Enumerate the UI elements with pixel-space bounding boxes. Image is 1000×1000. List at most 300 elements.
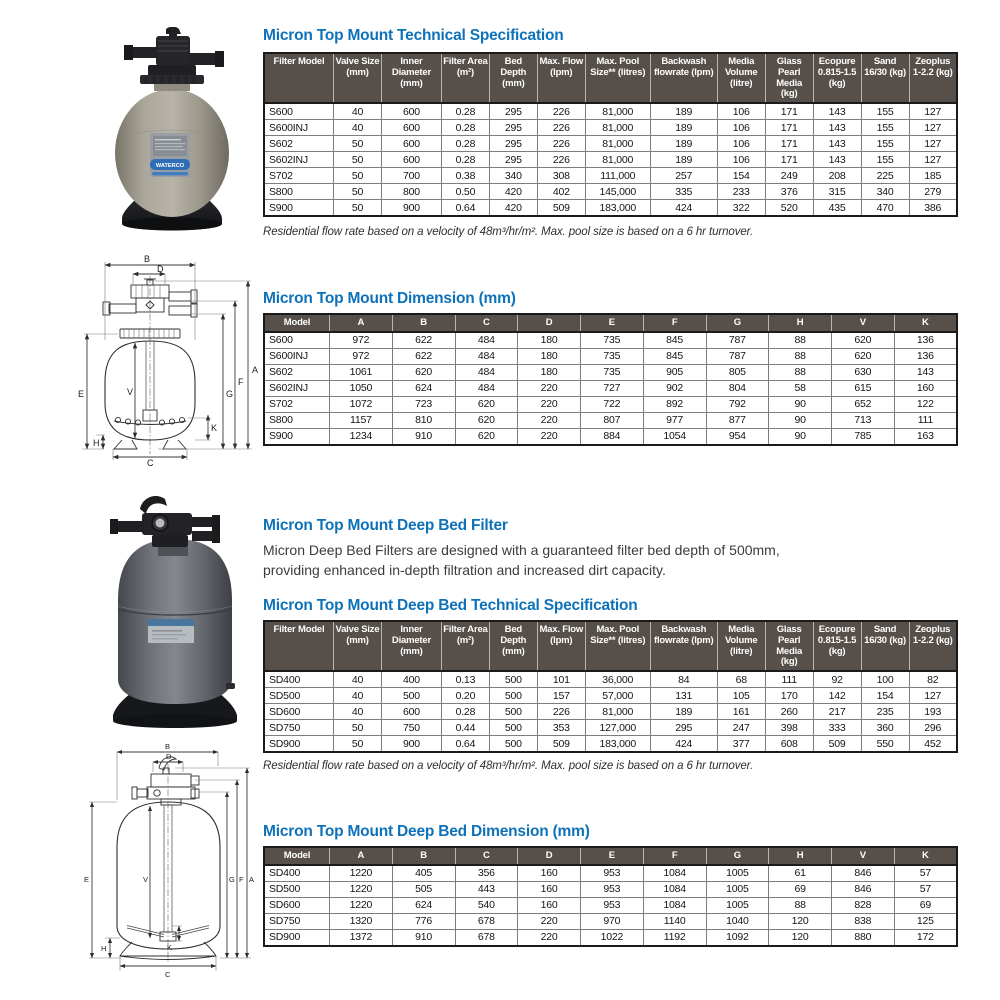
dim-label-e: E <box>78 389 85 399</box>
value-cell: 1220 <box>330 881 393 897</box>
value-cell: 180 <box>518 364 581 380</box>
value-cell: 600 <box>381 103 441 120</box>
value-cell: 127 <box>909 103 957 120</box>
deep-bed-spec-table <box>263 620 958 753</box>
value-cell: 50 <box>334 184 382 200</box>
value-cell: 225 <box>861 168 909 184</box>
value-cell: 193 <box>909 704 957 720</box>
value-cell: 420 <box>489 200 537 217</box>
column-header: Filter Model <box>264 621 334 671</box>
value-cell: 226 <box>537 103 585 120</box>
column-header: D <box>518 314 581 332</box>
value-cell: 1140 <box>643 913 706 929</box>
column-header: A <box>330 847 393 865</box>
model-cell: S600INJ <box>264 120 334 136</box>
value-cell: 424 <box>650 200 717 217</box>
model-cell: SD750 <box>264 913 330 929</box>
value-cell: 171 <box>765 103 813 120</box>
top-mount-dimension-diagram <box>58 252 263 467</box>
value-cell: 296 <box>909 720 957 736</box>
value-cell: 846 <box>832 865 895 882</box>
spec-footnote: Residential flow rate based on a velocity of 48m³/hr/m². Max. pool size is based on a 6 hr turnover. <box>263 226 754 238</box>
column-header: Bed Depth (mm) <box>489 53 537 103</box>
value-cell: 189 <box>650 120 717 136</box>
value-cell: 279 <box>909 184 957 200</box>
value-cell: 505 <box>392 881 455 897</box>
column-header: G <box>706 847 769 865</box>
model-cell: S600INJ <box>264 348 330 364</box>
value-cell: 40 <box>334 103 382 120</box>
value-cell: 157 <box>537 688 585 704</box>
value-cell: 220 <box>518 396 581 412</box>
value-cell: 57,000 <box>585 688 650 704</box>
dim-label-g: G <box>226 389 234 399</box>
model-cell: S602 <box>264 364 330 380</box>
section-title-technical-spec: Micron Top Mount Technical Specification <box>263 27 564 44</box>
value-cell: 340 <box>489 168 537 184</box>
value-cell: 630 <box>832 364 895 380</box>
value-cell: 189 <box>650 152 717 168</box>
value-cell: 333 <box>813 720 861 736</box>
value-cell: 233 <box>717 184 765 200</box>
value-cell: 69 <box>769 881 832 897</box>
value-cell: 805 <box>706 364 769 380</box>
value-cell: 1061 <box>330 364 393 380</box>
value-cell: 435 <box>813 200 861 217</box>
value-cell: 600 <box>381 704 441 720</box>
value-cell: 615 <box>832 380 895 396</box>
value-cell: 620 <box>455 396 518 412</box>
table-row <box>264 865 957 882</box>
value-cell: 171 <box>765 152 813 168</box>
value-cell: 143 <box>813 103 861 120</box>
value-cell: 500 <box>489 720 537 736</box>
value-cell: 220 <box>518 929 581 946</box>
value-cell: 183,000 <box>585 200 650 217</box>
table-row <box>264 929 957 946</box>
value-cell: 845 <box>643 348 706 364</box>
value-cell: 180 <box>518 332 581 349</box>
dim-label-a: A <box>252 365 259 375</box>
header-row <box>264 314 957 332</box>
value-cell: 402 <box>537 184 585 200</box>
value-cell: 970 <box>581 913 644 929</box>
model-cell: S600 <box>264 103 334 120</box>
value-cell: 722 <box>581 396 644 412</box>
value-cell: 735 <box>581 348 644 364</box>
column-header: Filter Area (m²) <box>441 53 489 103</box>
dimension-lines <box>84 742 254 979</box>
value-cell: 509 <box>813 736 861 753</box>
technical-spec-table <box>263 52 958 217</box>
model-cell: S600 <box>264 332 330 349</box>
column-header: K <box>894 847 957 865</box>
value-cell: 1220 <box>330 865 393 882</box>
column-header: K <box>894 314 957 332</box>
value-cell: 400 <box>381 671 441 688</box>
value-cell: 484 <box>455 332 518 349</box>
value-cell: 884 <box>581 428 644 445</box>
dim-label-v: V <box>127 387 134 397</box>
column-header: Max. Pool Size** (litres) <box>585 53 650 103</box>
value-cell: 0.28 <box>441 136 489 152</box>
column-header: Model <box>264 314 330 332</box>
value-cell: 88 <box>769 897 832 913</box>
column-header: V <box>832 847 895 865</box>
value-cell: 50 <box>334 136 382 152</box>
value-cell: 900 <box>381 200 441 217</box>
model-cell: S602 <box>264 136 334 152</box>
value-cell: 127 <box>909 120 957 136</box>
value-cell: 0.44 <box>441 720 489 736</box>
value-cell: 900 <box>381 736 441 753</box>
value-cell: 376 <box>765 184 813 200</box>
dim-label-c: C <box>165 970 171 979</box>
column-header: F <box>643 847 706 865</box>
dim-label-f: F <box>239 875 244 884</box>
value-cell: 145,000 <box>585 184 650 200</box>
value-cell: 81,000 <box>585 704 650 720</box>
value-cell: 155 <box>861 103 909 120</box>
table-row <box>264 380 957 396</box>
deep-bed-dimension-diagram <box>75 742 265 985</box>
value-cell: 170 <box>765 688 813 704</box>
value-cell: 723 <box>392 396 455 412</box>
value-cell: 308 <box>537 168 585 184</box>
value-cell: 443 <box>455 881 518 897</box>
value-cell: 155 <box>861 152 909 168</box>
value-cell: 470 <box>861 200 909 217</box>
value-cell: 57 <box>894 881 957 897</box>
value-cell: 905 <box>643 364 706 380</box>
dim-label-h: H <box>101 944 107 953</box>
dim-label-h: H <box>93 438 100 448</box>
column-header: G <box>706 314 769 332</box>
table-row <box>264 103 957 120</box>
value-cell: 295 <box>650 720 717 736</box>
model-cell: SD400 <box>264 865 330 882</box>
table-row <box>264 184 957 200</box>
value-cell: 295 <box>489 120 537 136</box>
model-cell: SD750 <box>264 720 334 736</box>
model-cell: S602INJ <box>264 152 334 168</box>
value-cell: 1005 <box>706 897 769 913</box>
model-cell: SD600 <box>264 704 334 720</box>
value-cell: 208 <box>813 168 861 184</box>
column-header: Media Volume (litre) <box>717 53 765 103</box>
value-cell: 398 <box>765 720 813 736</box>
dim-label-b: B <box>165 742 171 751</box>
value-cell: 1157 <box>330 412 393 428</box>
value-cell: 220 <box>518 428 581 445</box>
multiport-valve <box>124 27 224 91</box>
model-cell: S702 <box>264 396 330 412</box>
value-cell: 509 <box>537 736 585 753</box>
value-cell: 189 <box>650 103 717 120</box>
value-cell: 1072 <box>330 396 393 412</box>
value-cell: 50 <box>334 168 382 184</box>
table-row <box>264 136 957 152</box>
column-header: H <box>769 314 832 332</box>
brand-text: WATERCO <box>155 163 185 169</box>
value-cell: 183,000 <box>585 736 650 753</box>
table-row <box>264 688 957 704</box>
table-row <box>264 704 957 720</box>
column-header: Filter Model <box>264 53 334 103</box>
value-cell: 105 <box>717 688 765 704</box>
value-cell: 40 <box>334 688 382 704</box>
value-cell: 220 <box>518 412 581 428</box>
value-cell: 810 <box>392 412 455 428</box>
model-cell: S800 <box>264 412 330 428</box>
value-cell: 1084 <box>643 881 706 897</box>
value-cell: 136 <box>894 332 957 349</box>
value-cell: 424 <box>650 736 717 753</box>
value-cell: 620 <box>455 428 518 445</box>
value-cell: 335 <box>650 184 717 200</box>
value-cell: 1005 <box>706 881 769 897</box>
value-cell: 180 <box>518 348 581 364</box>
value-cell: 81,000 <box>585 152 650 168</box>
value-cell: 161 <box>717 704 765 720</box>
value-cell: 735 <box>581 332 644 349</box>
value-cell: 295 <box>489 152 537 168</box>
value-cell: 377 <box>717 736 765 753</box>
value-cell: 484 <box>455 348 518 364</box>
value-cell: 892 <box>643 396 706 412</box>
column-header: Sand 16/30 (kg) <box>861 53 909 103</box>
value-cell: 0.28 <box>441 120 489 136</box>
model-cell: SD900 <box>264 929 330 946</box>
column-header: Max. Pool Size** (litres) <box>585 621 650 671</box>
value-cell: 0.38 <box>441 168 489 184</box>
dim-label-f: F <box>238 377 244 387</box>
value-cell: 90 <box>769 428 832 445</box>
header-row <box>264 847 957 865</box>
value-cell: 315 <box>813 184 861 200</box>
value-cell: 81,000 <box>585 136 650 152</box>
value-cell: 172 <box>894 929 957 946</box>
table-row <box>264 897 957 913</box>
value-cell: 226 <box>537 704 585 720</box>
value-cell: 600 <box>381 136 441 152</box>
value-cell: 0.13 <box>441 671 489 688</box>
deep-bed-description: Micron Deep Bed Filters are designed with a guaranteed filter bed depth of 500mm, providing enhanced in-depth filtration and increased dirt capacity. <box>263 542 780 578</box>
value-cell: 106 <box>717 103 765 120</box>
dimension-table <box>263 313 958 446</box>
table-row <box>264 200 957 217</box>
value-cell: 69 <box>894 897 957 913</box>
dim-label-d: D <box>166 752 172 761</box>
column-header: F <box>643 314 706 332</box>
value-cell: 58 <box>769 380 832 396</box>
value-cell: 154 <box>717 168 765 184</box>
column-header: E <box>581 314 644 332</box>
value-cell: 1084 <box>643 865 706 882</box>
model-cell: SD900 <box>264 736 334 753</box>
column-header: Backwash flowrate (lpm) <box>650 53 717 103</box>
value-cell: 1005 <box>706 865 769 882</box>
value-cell: 171 <box>765 120 813 136</box>
value-cell: 787 <box>706 348 769 364</box>
dim-label-v: V <box>143 875 149 884</box>
value-cell: 845 <box>643 332 706 349</box>
column-header: Max. Flow (lpm) <box>537 621 585 671</box>
column-header: Filter Area (m²) <box>441 621 489 671</box>
column-header: Sand 16/30 (kg) <box>861 621 909 671</box>
dimension-lines <box>78 254 258 467</box>
column-header: V <box>832 314 895 332</box>
value-cell: 838 <box>832 913 895 929</box>
value-cell: 540 <box>455 897 518 913</box>
value-cell: 185 <box>909 168 957 184</box>
value-cell: 111 <box>765 671 813 688</box>
value-cell: 500 <box>381 688 441 704</box>
value-cell: 247 <box>717 720 765 736</box>
column-header: Media Volume (litre) <box>717 621 765 671</box>
value-cell: 910 <box>392 929 455 946</box>
value-cell: 1040 <box>706 913 769 929</box>
section-title-deep-bed: Micron Top Mount Deep Bed Filter <box>263 517 508 534</box>
dim-label-g: G <box>229 875 235 884</box>
value-cell: 520 <box>765 200 813 217</box>
column-header: C <box>455 847 518 865</box>
value-cell: 125 <box>894 913 957 929</box>
value-cell: 50 <box>334 200 382 217</box>
value-cell: 171 <box>765 136 813 152</box>
value-cell: 608 <box>765 736 813 753</box>
value-cell: 360 <box>861 720 909 736</box>
value-cell: 727 <box>581 380 644 396</box>
column-header: Zeoplus 1-2.2 (kg) <box>909 53 957 103</box>
value-cell: 600 <box>381 152 441 168</box>
value-cell: 226 <box>537 136 585 152</box>
value-cell: 226 <box>537 120 585 136</box>
value-cell: 127 <box>909 688 957 704</box>
column-header: Glass Pearl Media (kg) <box>765 53 813 103</box>
value-cell: 1372 <box>330 929 393 946</box>
table-row <box>264 168 957 184</box>
model-cell: SD500 <box>264 688 334 704</box>
value-cell: 84 <box>650 671 717 688</box>
column-header: B <box>392 847 455 865</box>
table-row <box>264 364 957 380</box>
column-header: E <box>581 847 644 865</box>
model-cell: SD400 <box>264 671 334 688</box>
model-cell: S702 <box>264 168 334 184</box>
value-cell: 953 <box>581 881 644 897</box>
table-row <box>264 720 957 736</box>
value-cell: 356 <box>455 865 518 882</box>
waterco-label <box>150 133 190 177</box>
table-row <box>264 428 957 445</box>
value-cell: 624 <box>392 897 455 913</box>
table-row <box>264 671 957 688</box>
value-cell: 953 <box>581 865 644 882</box>
value-cell: 1320 <box>330 913 393 929</box>
column-header: Inner Diameter (mm) <box>381 53 441 103</box>
table-row <box>264 736 957 753</box>
value-cell: 136 <box>894 348 957 364</box>
value-cell: 106 <box>717 136 765 152</box>
column-header: Glass Pearl Media (kg) <box>765 621 813 671</box>
value-cell: 500 <box>489 736 537 753</box>
column-header: Valve Size (mm) <box>334 53 382 103</box>
table-row <box>264 412 957 428</box>
value-cell: 189 <box>650 704 717 720</box>
value-cell: 620 <box>392 364 455 380</box>
value-cell: 804 <box>706 380 769 396</box>
value-cell: 143 <box>813 152 861 168</box>
value-cell: 160 <box>894 380 957 396</box>
column-header: Max. Flow (lpm) <box>537 53 585 103</box>
value-cell: 81,000 <box>585 103 650 120</box>
value-cell: 652 <box>832 396 895 412</box>
table-row <box>264 348 957 364</box>
value-cell: 500 <box>489 671 537 688</box>
value-cell: 143 <box>813 120 861 136</box>
value-cell: 624 <box>392 380 455 396</box>
table-row <box>264 152 957 168</box>
value-cell: 954 <box>706 428 769 445</box>
value-cell: 88 <box>769 332 832 349</box>
diagram-outline <box>103 276 197 454</box>
value-cell: 189 <box>650 136 717 152</box>
value-cell: 260 <box>765 704 813 720</box>
value-cell: 0.28 <box>441 704 489 720</box>
column-header: Inner Diameter (mm) <box>381 621 441 671</box>
column-header: Bed Depth (mm) <box>489 621 537 671</box>
value-cell: 484 <box>455 364 518 380</box>
value-cell: 160 <box>518 865 581 882</box>
column-header: D <box>518 847 581 865</box>
value-cell: 750 <box>381 720 441 736</box>
value-cell: 106 <box>717 120 765 136</box>
value-cell: 620 <box>455 412 518 428</box>
value-cell: 678 <box>455 913 518 929</box>
model-cell: SD500 <box>264 881 330 897</box>
header-row <box>264 621 957 671</box>
value-cell: 620 <box>832 332 895 349</box>
column-header: Model <box>264 847 330 865</box>
value-cell: 163 <box>894 428 957 445</box>
value-cell: 550 <box>861 736 909 753</box>
column-header: Valve Size (mm) <box>334 621 382 671</box>
value-cell: 143 <box>894 364 957 380</box>
value-cell: 902 <box>643 380 706 396</box>
dim-label-b: B <box>144 254 151 264</box>
table-row <box>264 332 957 349</box>
waterco-label <box>148 619 194 643</box>
value-cell: 36,000 <box>585 671 650 688</box>
table-row <box>264 881 957 897</box>
value-cell: 452 <box>909 736 957 753</box>
model-cell: S800 <box>264 184 334 200</box>
value-cell: 792 <box>706 396 769 412</box>
value-cell: 1054 <box>643 428 706 445</box>
dim-label-d: D <box>157 264 164 274</box>
value-cell: 405 <box>392 865 455 882</box>
value-cell: 40 <box>334 120 382 136</box>
value-cell: 100 <box>861 671 909 688</box>
value-cell: 0.64 <box>441 200 489 217</box>
value-cell: 1084 <box>643 897 706 913</box>
value-cell: 257 <box>650 168 717 184</box>
value-cell: 0.28 <box>441 152 489 168</box>
value-cell: 143 <box>813 136 861 152</box>
model-cell: S602INJ <box>264 380 330 396</box>
value-cell: 0.64 <box>441 736 489 753</box>
